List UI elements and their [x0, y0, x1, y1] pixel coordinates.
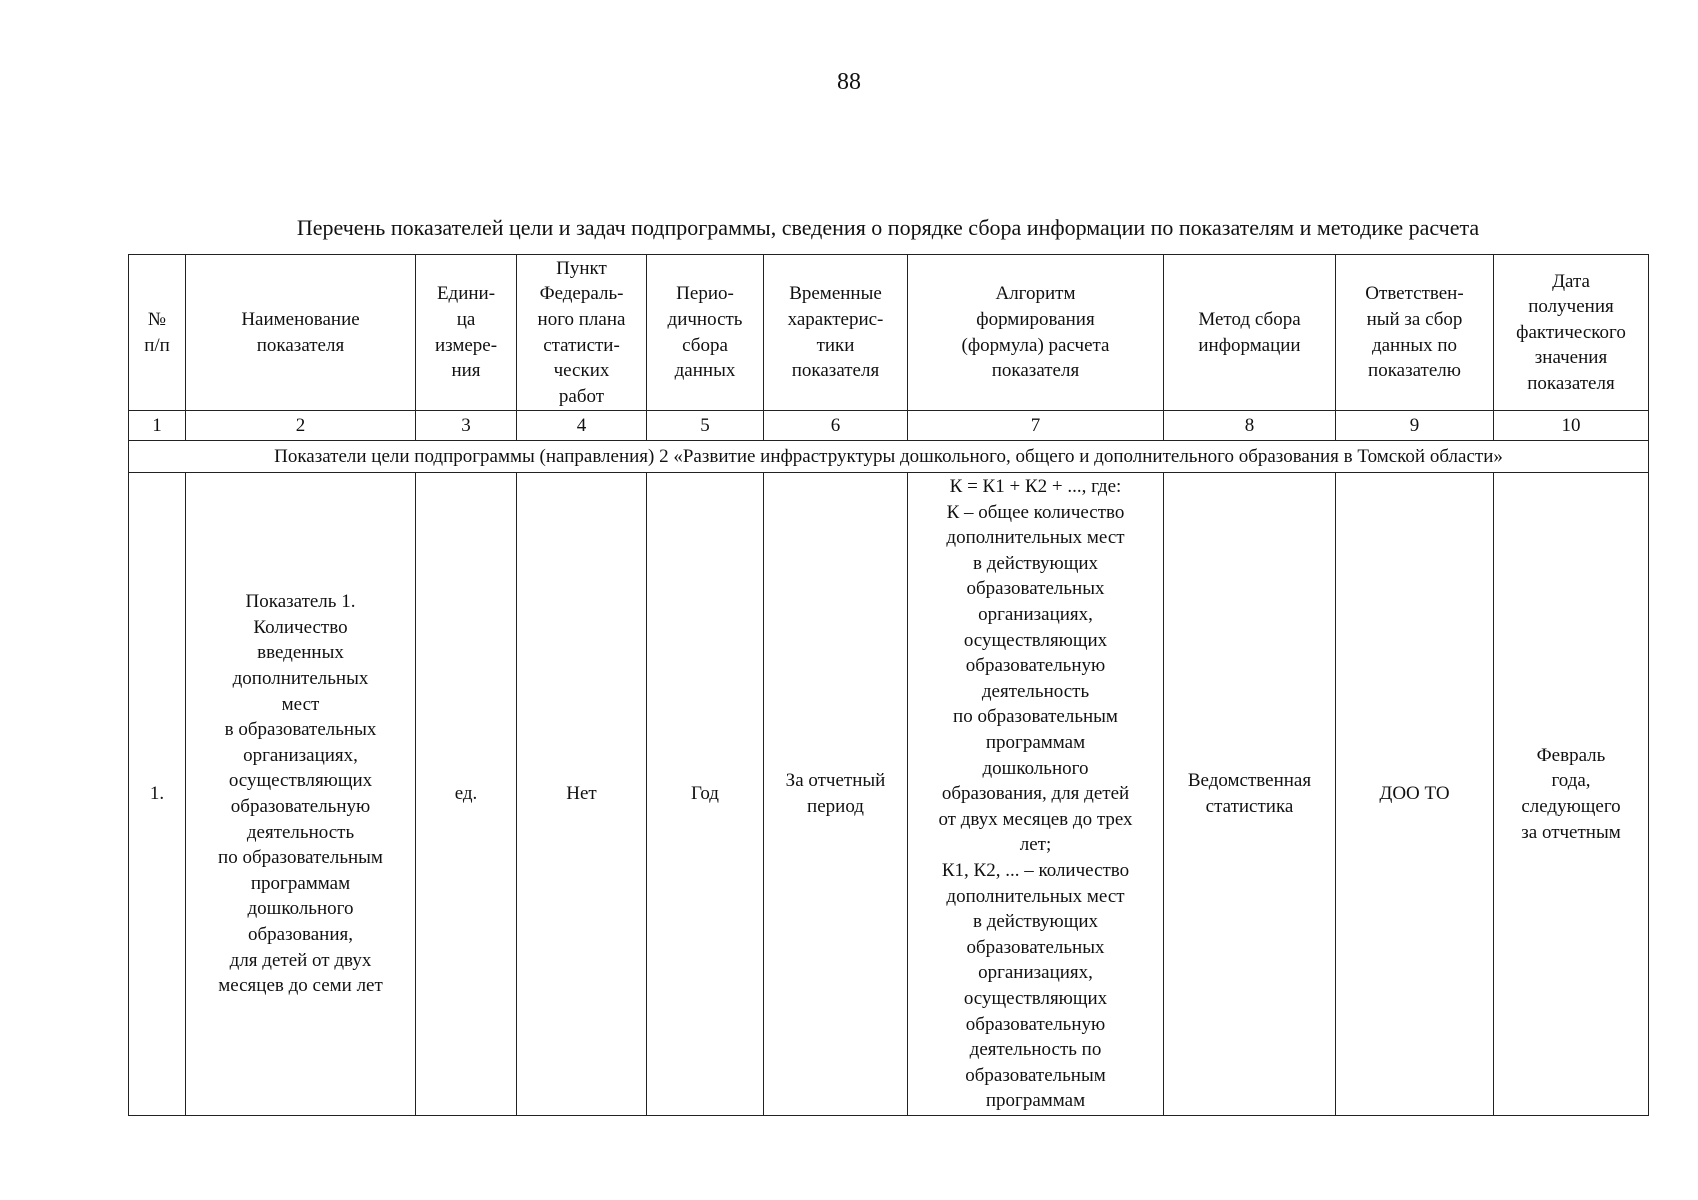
- calculation-formula: К = К1 + К2 + ..., где: К – общее количество дополнительных мест в действующих образовательных организациях, осуществляющих образовательную деятельность по образовательным программам дошкольного образования, для детей от двух месяцев до трех лет; К1, К2, ... – количество дополнительных мест в действующих образовательных организациях, осуществляющих образовательную деятельность по образовательным программам: [908, 473, 1164, 1116]
- column-number: 7: [908, 411, 1164, 441]
- header-federal-plan: Пункт Федераль- ного плана статисти- ческих работ: [517, 255, 647, 411]
- table-row: [129, 473, 1649, 1116]
- section-title: Показатели цели подпрограммы (направления) 2 «Развитие инфраструктуры дошкольного, общего и дополнительного образования в Томской области»: [129, 441, 1649, 473]
- indicator-name: Показатель 1. Количество введенных дополнительных мест в образовательных организациях, осуществляющих образовательную деятельность по образовательным программам дошкольного образования, для детей от двух месяцев до семи лет: [186, 473, 416, 1116]
- header-responsible: Ответствен- ный за сбор данных по показателю: [1336, 255, 1494, 411]
- collection-method: Ведомственная статистика: [1164, 473, 1336, 1116]
- header-time-characteristics: Временные характерис- тики показателя: [764, 255, 908, 411]
- column-number: 6: [764, 411, 908, 441]
- table-header-row: [129, 255, 1649, 411]
- header-periodicity: Перио- дичность сбора данных: [647, 255, 764, 411]
- column-number: 2: [186, 411, 416, 441]
- column-number: 8: [1164, 411, 1336, 441]
- time-characteristics: За отчетный период: [764, 473, 908, 1116]
- column-number: 5: [647, 411, 764, 441]
- header-number: № п/п: [129, 255, 186, 411]
- column-number: 10: [1494, 411, 1649, 441]
- column-number: 3: [416, 411, 517, 441]
- document-title: Перечень показателей цели и задач подпрограммы, сведения о порядке сбора информации по показателям и методике расчета: [296, 215, 1480, 240]
- header-formula: Алгоритм формирования (формула) расчета показателя: [908, 255, 1164, 411]
- collection-periodicity: Год: [647, 473, 764, 1116]
- header-collection-method: Метод сбора информации: [1164, 255, 1336, 411]
- column-number-row: [129, 411, 1649, 441]
- actual-value-date: Февраль года, следующего за отчетным: [1494, 473, 1649, 1116]
- section-row: [129, 441, 1649, 473]
- row-number: 1.: [129, 473, 186, 1116]
- column-number: 4: [517, 411, 647, 441]
- indicators-table: [128, 254, 1649, 1116]
- responsible-party: ДОО ТО: [1336, 473, 1494, 1116]
- header-unit: Едини- ца измере- ния: [416, 255, 517, 411]
- column-number: 9: [1336, 411, 1494, 441]
- federal-plan-item: Нет: [517, 473, 647, 1116]
- header-indicator-name: Наименование показателя: [186, 255, 416, 411]
- column-number: 1: [129, 411, 186, 441]
- header-date: Дата получения фактического значения показателя: [1494, 255, 1649, 411]
- page-number: 88: [837, 69, 861, 95]
- unit-of-measure: ед.: [416, 473, 517, 1116]
